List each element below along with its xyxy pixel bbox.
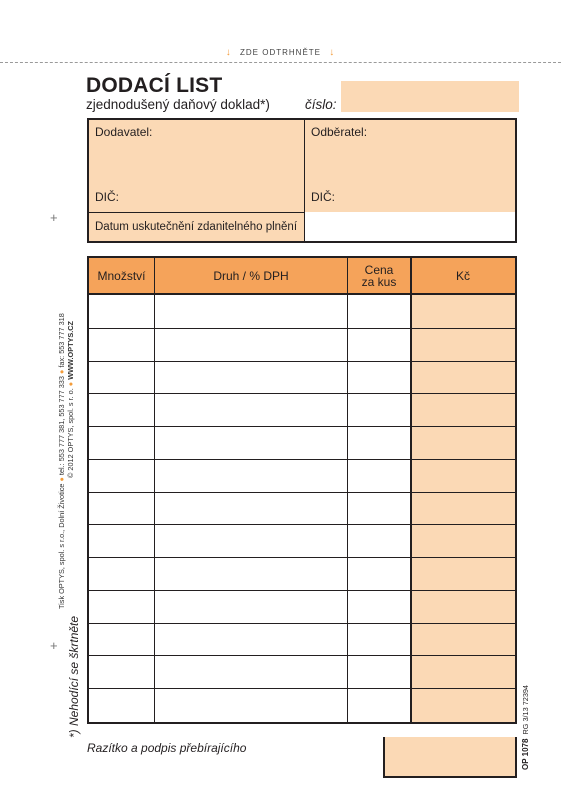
parties-divider	[304, 120, 305, 212]
table-row-line	[89, 393, 515, 394]
customer-label: Odběratel:	[311, 125, 368, 139]
product-code: OP 1078 RG 3/13 72394	[521, 685, 530, 770]
copyright-line: © 2012 OPTYS, spol. s r. o. ● WWW.OPTYS.CZ	[66, 320, 75, 478]
tear-off-line	[0, 62, 561, 63]
table-row-line	[89, 524, 515, 525]
number-field[interactable]	[341, 81, 519, 112]
supplier-label: Dodavatel:	[95, 125, 153, 139]
column-header-amount: Kč	[411, 258, 515, 293]
table-row-line	[89, 688, 515, 689]
tear-off-text: ZDE ODTRHNĚTE	[240, 48, 321, 57]
customer-tax-label: DIČ:	[311, 190, 335, 204]
table-row-line	[89, 492, 515, 493]
supplier-tax-label: DIČ:	[95, 190, 119, 204]
header-divider	[89, 293, 515, 295]
table-row-line	[89, 328, 515, 329]
column-header-unit-price: Cena za kus	[348, 258, 411, 293]
document-title: DODACÍ LIST	[86, 74, 223, 97]
tear-off-label	[0, 47, 561, 58]
registration-mark: +	[50, 638, 58, 653]
taxable-date-label: Datum uskutečnění zdanitelného plnění	[95, 221, 298, 233]
column-header-quantity: Množství	[89, 258, 155, 293]
amount-column-fill	[411, 293, 515, 722]
stamp-signature-field[interactable]	[383, 737, 517, 778]
table-row-line	[89, 623, 515, 624]
table-row-line	[89, 426, 515, 427]
column-header-type-vat: Druh / % DPH	[155, 258, 348, 293]
registration-mark: +	[50, 210, 58, 225]
arrow-down-icon: ↓	[329, 47, 336, 58]
strike-through-note: *) Nehodící se škrtněte	[67, 615, 81, 738]
table-row-line	[89, 557, 515, 558]
parties-block	[87, 118, 517, 243]
stamp-signature-label: Razítko a podpis přebírajícího	[87, 741, 247, 755]
table-row-line	[89, 361, 515, 362]
number-label: číslo:	[305, 97, 337, 112]
printer-info-line: Tisk OPTYS, spol. s r.o., Dolní Životice ● tel.: 553 777 381, 553 777 333 ● fax: 553 777 318	[57, 313, 66, 609]
items-table	[87, 256, 517, 724]
table-row-line	[89, 590, 515, 591]
table-row-line	[89, 459, 515, 460]
document-subtitle: zjednodušený daňový doklad*)	[86, 97, 270, 112]
arrow-down-icon: ↓	[225, 47, 232, 58]
taxable-date-field[interactable]	[304, 212, 515, 241]
table-row-line	[89, 655, 515, 656]
